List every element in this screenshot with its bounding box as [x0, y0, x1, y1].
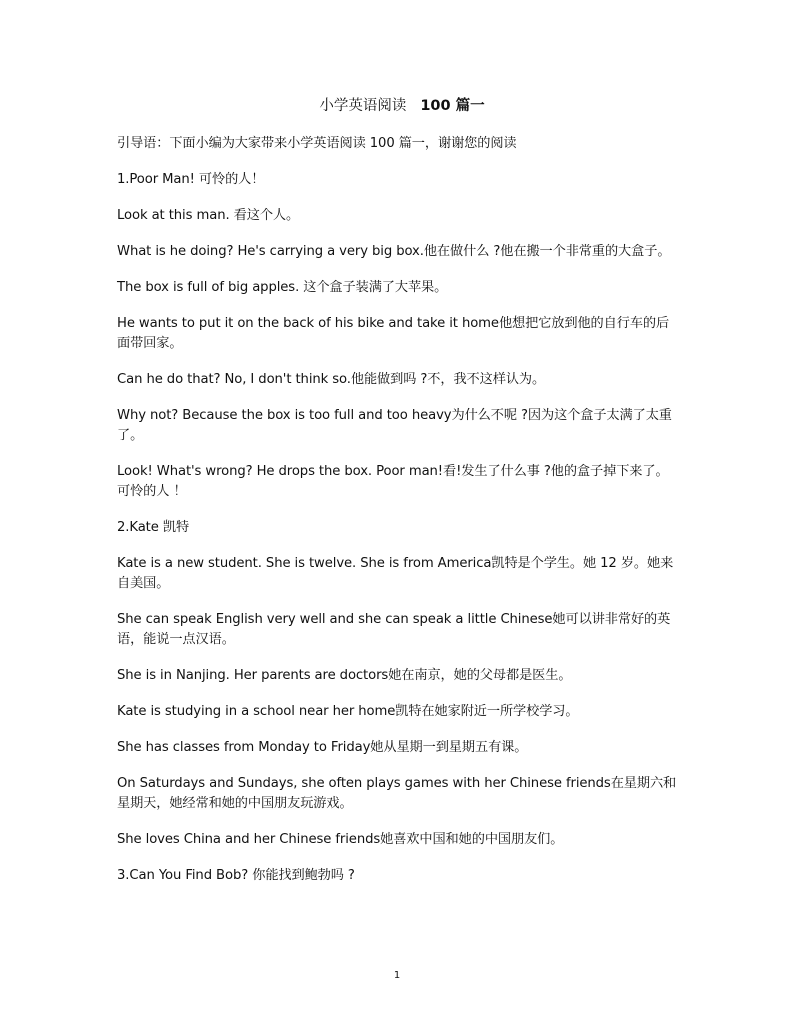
paragraph: She is in Nanjing. Her parents are doctors她在南京，她的父母都是医生。 — [117, 668, 572, 683]
page-number: 1 — [393, 970, 401, 981]
document-body — [117, 134, 677, 902]
paragraph: 2.Kate 凯特 — [117, 520, 190, 535]
document-title — [0, 96, 794, 116]
paragraph: What is he doing? He's carrying a very big box.他在做什么 ?他在搬一个非常重的大盒子。 — [117, 244, 671, 259]
paragraph: Kate is studying in a school near her home凯特在她家附近一所学校学习。 — [117, 704, 579, 719]
paragraph: She has classes from Monday to Friday她从星期一到星期五有课。 — [117, 740, 528, 755]
paragraph: Kate is a new student. She is twelve. She is from America凯特是个学生。她 12 岁。她来自美国。 — [117, 556, 674, 591]
paragraph: Look! What's wrong? He drops the box. Poor man!看!发生了什么事 ?他的盒子掉下来了。可怜的人 ！ — [117, 464, 669, 499]
title-number: 100 篇一 — [420, 98, 485, 114]
paragraph: Look at this man. 看这个人。 — [117, 208, 300, 223]
paragraph: She can speak English very well and she can speak a little Chinese她可以讲非常好的英语，能说一点汉语。 — [117, 612, 671, 647]
paragraph: He wants to put it on the back of his bike and take it home他想把它放到他的自行车的后面带回家。 — [117, 316, 670, 351]
paragraph: Can he do that? No, I don't think so.他能做到吗 ?不，我不这样认为。 — [117, 372, 546, 387]
paragraph: Why not? Because the box is too full and too heavy为什么不呢 ?因为这个盒子太满了太重了。 — [117, 408, 672, 443]
paragraph: The box is full of big apples. 这个盒子装满了大苹果。 — [117, 280, 448, 295]
intro-paragraph: 引导语：下面小编为大家带来小学英语阅读 100 篇一，谢谢您的阅读 — [117, 136, 517, 151]
paragraph: 3.Can You Find Bob? 你能找到鲍勃吗 ? — [117, 868, 355, 883]
paragraph: On Saturdays and Sundays, she often plays games with her Chinese friends在星期六和星期天，她经常和她的中国朋友玩游戏。 — [117, 776, 677, 811]
paragraph: 1.Poor Man! 可怜的人！ — [117, 172, 265, 187]
paragraph: She loves China and her Chinese friends她喜欢中国和她的中国朋友们。 — [117, 832, 564, 847]
title-main: 小学英语阅读 — [319, 98, 407, 114]
